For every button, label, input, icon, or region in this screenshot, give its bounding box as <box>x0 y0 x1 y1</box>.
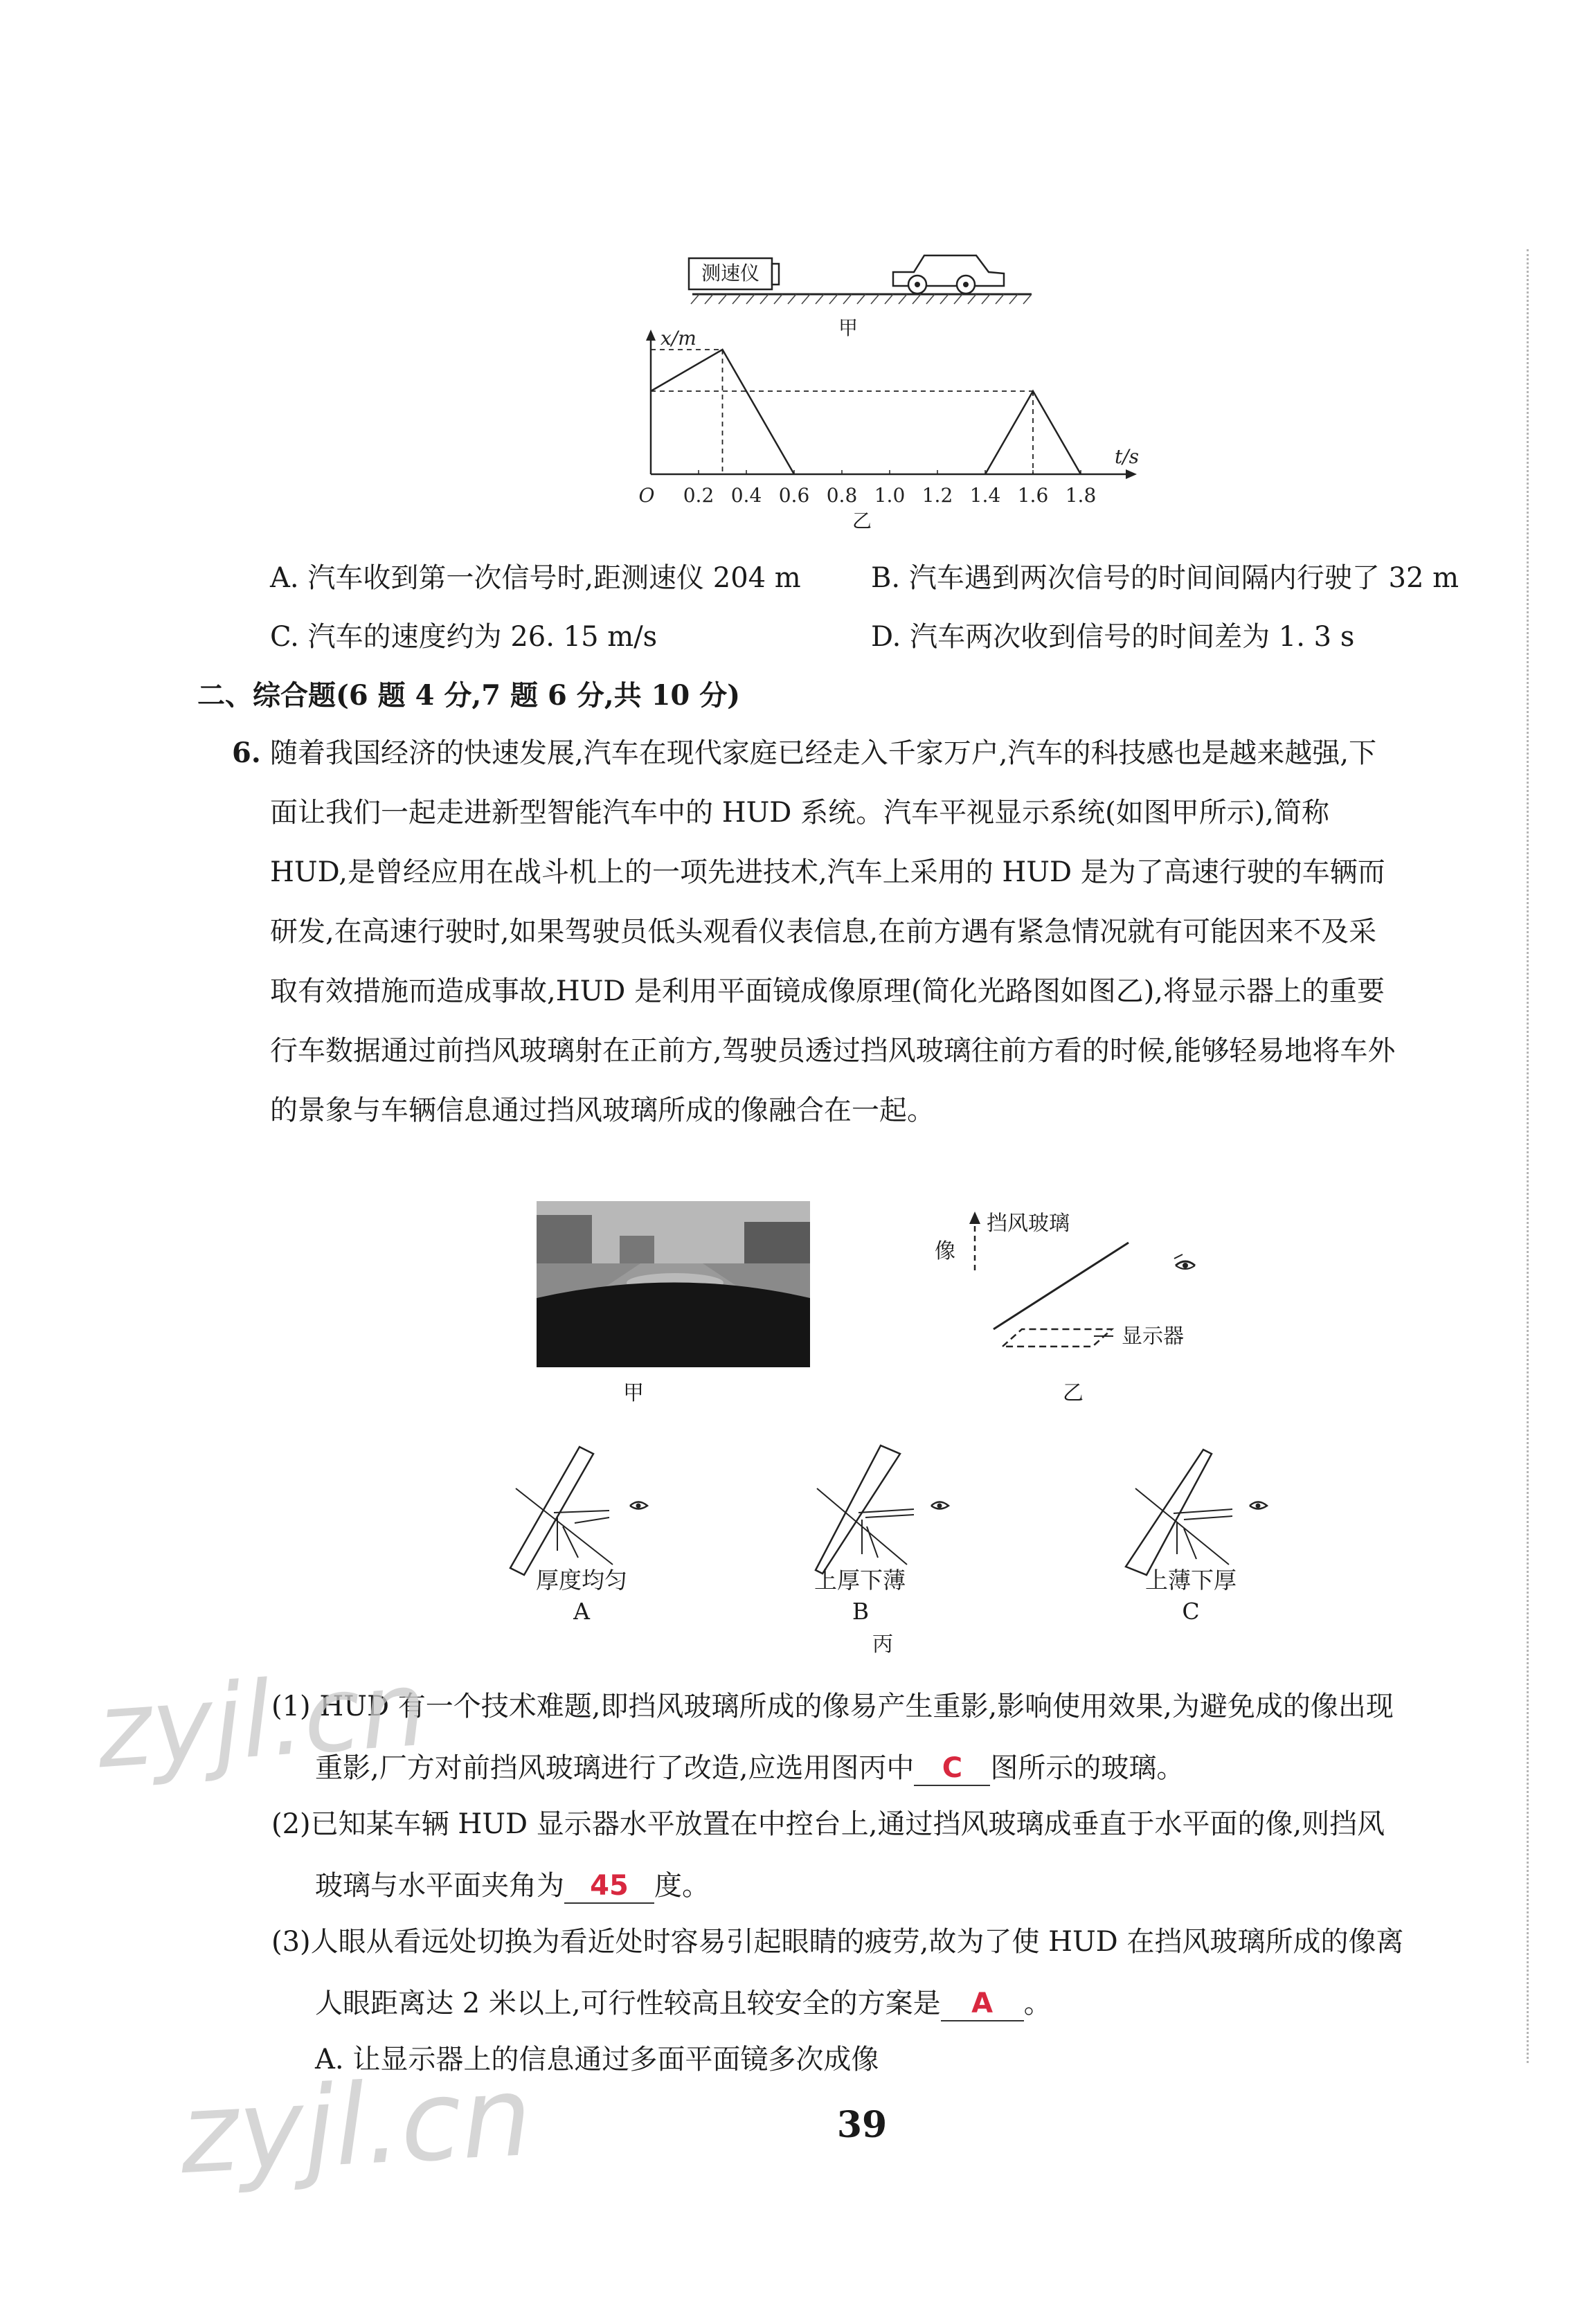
panel-b-caption: 上厚下薄 <box>814 1567 906 1594</box>
x-tick-label-0: 0.2 <box>683 484 714 507</box>
sub2-text-post: 度。 <box>654 1870 710 1902</box>
panel-c-letter: C <box>1182 1598 1200 1625</box>
glass-a-svg <box>488 1440 661 1578</box>
q6-line-4: 研发,在高速行驶时,如果驾驶员低头观看仪表信息,在前方遇有紧急情况就有可能因来不及采 <box>270 916 1377 948</box>
option-b: B. 汽车遇到两次信号的时间间隔内行驶了 32 m <box>871 562 1459 594</box>
glass-panel-b <box>789 1440 962 1578</box>
x-axis-arrow <box>1126 469 1137 479</box>
sub1-text-pre: 重影,厂方对前挡风玻璃进行了改造,应选用图丙中 <box>315 1752 915 1784</box>
hud-optics-diagram <box>928 1198 1219 1378</box>
panel-b-letter: B <box>852 1598 870 1625</box>
q6-line-5: 取有效措施而造成事故,HUD 是利用平面镜成像原理(简化光路图如图乙),将显示器上的重要 <box>270 975 1385 1007</box>
hud-photo-svg <box>537 1201 810 1367</box>
watermark-top: zyjl.cn <box>93 1648 431 1792</box>
fig2-yi-label: 乙 <box>1063 1381 1084 1405</box>
sub1-line-1: (1) HUD 有一个技术难题,即挡风玻璃所成的像易产生重影,影响使用效果,为避免成的像出现 <box>271 1691 1394 1722</box>
section-heading-text: 二、综合题(6 题 4 分,7 题 6 分,共 10 分) <box>197 679 741 712</box>
x-tick-label-6: 1.4 <box>969 484 1001 507</box>
option-c: C. 汽车的速度约为 26. 15 m/s <box>270 621 658 653</box>
image-label: 像 <box>935 1239 955 1263</box>
sub3-text-pre: 人眼距离达 2 米以上,可行性较高且较安全的方案是 <box>315 1988 941 2019</box>
x-tick-label-8: 1.8 <box>1065 484 1097 507</box>
q6-line-6: 行车数据通过前挡风玻璃射在正前方,驾驶员透过挡风玻璃往前方看的时候,能够轻易地将车外 <box>270 1035 1396 1067</box>
sub3-option-a: A. 让显示器上的信息通过多面平面镜多次成像 <box>315 2044 879 2075</box>
section-heading <box>197 679 741 712</box>
sub1-line-2 <box>315 1751 1184 1786</box>
sub1-answer: C <box>942 1752 963 1784</box>
q6-text-1: 随着我国经济的快速发展,汽车在现代家庭已经走入千家万户,汽车的科技感也是越来越强,下 <box>270 737 1377 769</box>
sub3-text-post: 。 <box>1023 1988 1052 2019</box>
chart-yi-label: 乙 <box>852 510 872 532</box>
sub2-line-2 <box>315 1869 710 1904</box>
sub3-answer: A <box>971 1988 994 2019</box>
q6-line-3: HUD,是曾经应用在战斗机上的一项先进技术,汽车上采用的 HUD 是为了高速行驶的车辆而 <box>270 856 1385 888</box>
origin-label: O <box>638 484 655 507</box>
sub3-answer-blank <box>941 1987 1024 2021</box>
glass-c-svg <box>1108 1440 1281 1578</box>
page-number: 39 <box>836 2104 888 2146</box>
sub1-answer-blank <box>914 1751 990 1786</box>
hud-optics-svg <box>928 1198 1219 1378</box>
margin-rule <box>1527 249 1529 2063</box>
option-d: D. 汽车两次收到信号的时间差为 1. 3 s <box>871 621 1355 653</box>
x-axis-label: t/s <box>1115 445 1140 468</box>
sub2-answer: 45 <box>590 1870 629 1902</box>
panel-a-letter: A <box>573 1598 590 1625</box>
sub2-answer-blank <box>564 1869 654 1904</box>
q6-number: 6. <box>232 737 261 769</box>
option-a: A. 汽车收到第一次信号时,距测速仪 204 m <box>270 562 801 594</box>
fig2-bing-label: 丙 <box>872 1632 893 1657</box>
x-tick-label-5: 1.2 <box>922 484 953 507</box>
q6-line-1 <box>232 723 1516 783</box>
q6-line-2: 面让我们一起走进新型智能汽车中的 HUD 系统。汽车平视显示系统(如图甲所示),简称 <box>270 797 1330 829</box>
panel-c-caption: 上薄下厚 <box>1145 1567 1237 1594</box>
sub2-line-1: (2)已知某车辆 HUD 显示器水平放置在中控台上,通过挡风玻璃成垂直于水平面的像,则挡风 <box>271 1808 1385 1840</box>
sub3-line-2 <box>315 1987 1052 2021</box>
x-tick-label-1: 0.4 <box>730 484 762 507</box>
question-6 <box>232 723 1516 1140</box>
sub2-text-pre: 玻璃与水平面夹角为 <box>315 1870 564 1902</box>
x-tick-label-7: 1.6 <box>1017 484 1049 507</box>
watermark-bottom: zyjl.cn <box>177 2051 535 2199</box>
sub1-text-post: 图所示的玻璃。 <box>990 1752 1185 1784</box>
fig2-jia-label: 甲 <box>623 1381 644 1405</box>
figure-jia-label: 甲 <box>838 316 858 339</box>
x-tick-label-4: 1.0 <box>874 484 906 507</box>
device-label: 测速仪 <box>701 262 759 285</box>
glass-panel-c <box>1108 1440 1281 1578</box>
windshield-label: 挡风玻璃 <box>987 1211 1070 1236</box>
q6-line-7: 的景象与车辆信息通过挡风玻璃所成的像融合在一起。 <box>270 1095 935 1126</box>
x-tick-label-3: 0.8 <box>826 484 858 507</box>
x-tick-label-2: 0.6 <box>778 484 810 507</box>
display-label: 显示器 <box>1122 1324 1184 1349</box>
y-axis-arrow <box>646 330 656 341</box>
panel-a-caption: 厚度均匀 <box>536 1567 627 1594</box>
chart-x-t <box>616 325 1142 512</box>
chart-svg <box>616 325 1142 512</box>
glass-b-svg <box>789 1440 962 1578</box>
sub3-line-1: (3)人眼从看远处切换为看近处时容易引起眼睛的疲劳,故为了使 HUD 在挡风玻璃所成的像离 <box>271 1926 1404 1958</box>
glass-panel-a <box>488 1440 661 1578</box>
hud-photo <box>537 1201 810 1367</box>
y-axis-label: x/m <box>660 327 696 350</box>
